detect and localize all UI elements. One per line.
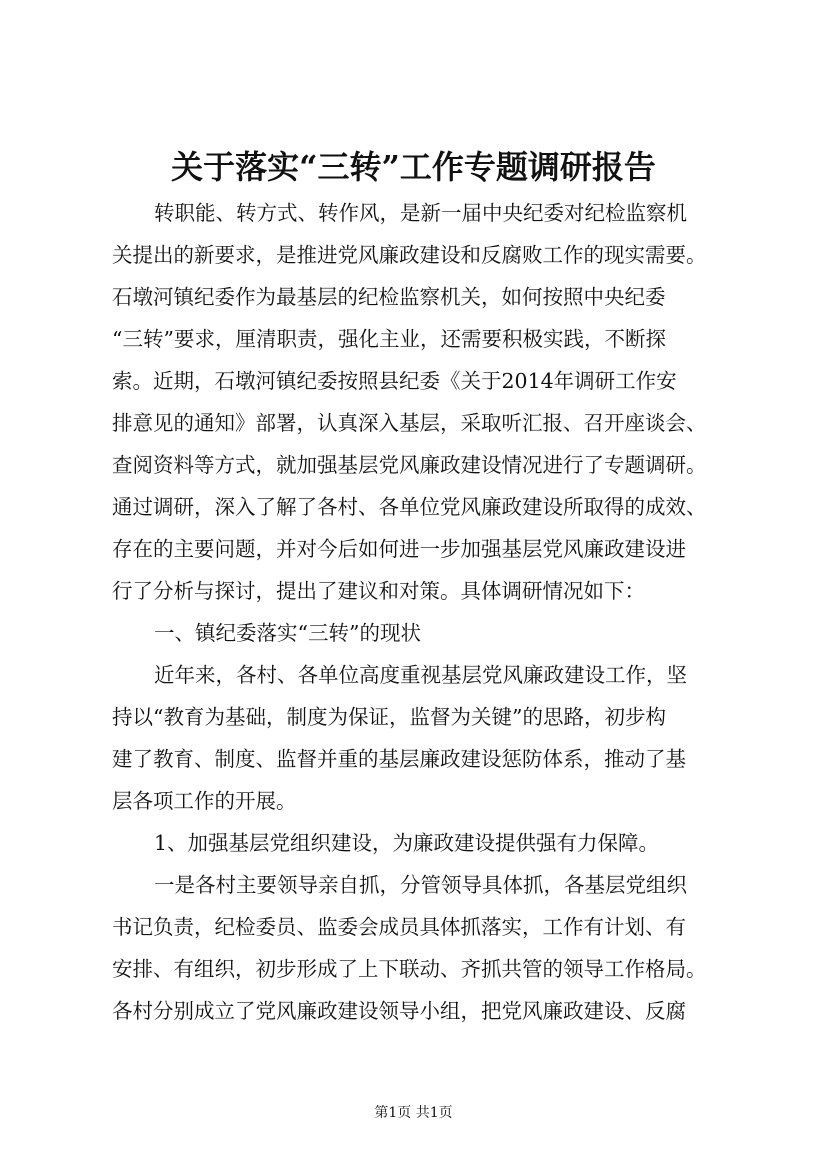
page-footer: 第1页 共1页 (374, 1105, 453, 1121)
document-title: 关于落实“三转”工作专题调研报告 (171, 148, 656, 186)
body-line: 转职能、转方式、转作风，是新一届中央纪委对纪检监察机 (154, 201, 687, 225)
body-line: 安排、有组织，初步形成了上下联动、齐抓共管的领导工作格局。 (112, 957, 707, 981)
body-line: 索。近期，石墩河镇纪委按照县纪委《关于2014年调研工作安 (112, 369, 677, 393)
body-line: 各村分别成立了党风廉政建设领导小组，把党风廉政建设、反腐 (112, 999, 686, 1023)
body-line: 近年来，各村、各单位高度重视基层党风廉政建设工作，坚 (154, 663, 687, 687)
body-line: 层各项工作的开展。 (112, 789, 297, 813)
body-line: 查阅资料等方式，就加强基层党风廉政建设情况进行了专题调研。 (112, 453, 707, 477)
body-line: 通过调研，深入了解了各村、各单位党风廉政建设所取得的成效、 (112, 495, 707, 519)
body-line: 关提出的新要求，是推进党风廉政建设和反腐败工作的现实需要。 (112, 243, 707, 267)
body-line: “三转”要求，厘清职责，强化主业，还需要积极实践，不断探 (112, 327, 666, 351)
body-line: 行了分析与探讨，提出了建议和对策。具体调研情况如下： (112, 579, 645, 603)
document-body (112, 192, 740, 1032)
body-line: 建了教育、制度、监督并重的基层廉政建设惩防体系，推动了基 (112, 747, 686, 771)
body-line: 石墩河镇纪委作为最基层的纪检监察机关，如何按照中央纪委 (112, 285, 666, 309)
subsection-heading: 1、加强基层党组织建设，为廉政建设提供强有力保障。 (154, 831, 660, 855)
body-line: 排意见的通知》部署，认真深入基层，采取听汇报、召开座谈会、 (112, 411, 707, 435)
body-line: 一是各村主要领导亲自抓，分管领导具体抓，各基层党组织 (154, 873, 687, 897)
section-heading: 一、镇纪委落实“三转”的现状 (154, 621, 421, 645)
body-line: 存在的主要问题，并对今后如何进一步加强基层党风廉政建设进 (112, 537, 686, 561)
body-line: 持以“教育为基础，制度为保证，监督为关键”的思路，初步构 (112, 705, 666, 729)
body-line: 书记负责，纪检委员、监委会成员具体抓落实，工作有计划、有 (112, 915, 686, 939)
